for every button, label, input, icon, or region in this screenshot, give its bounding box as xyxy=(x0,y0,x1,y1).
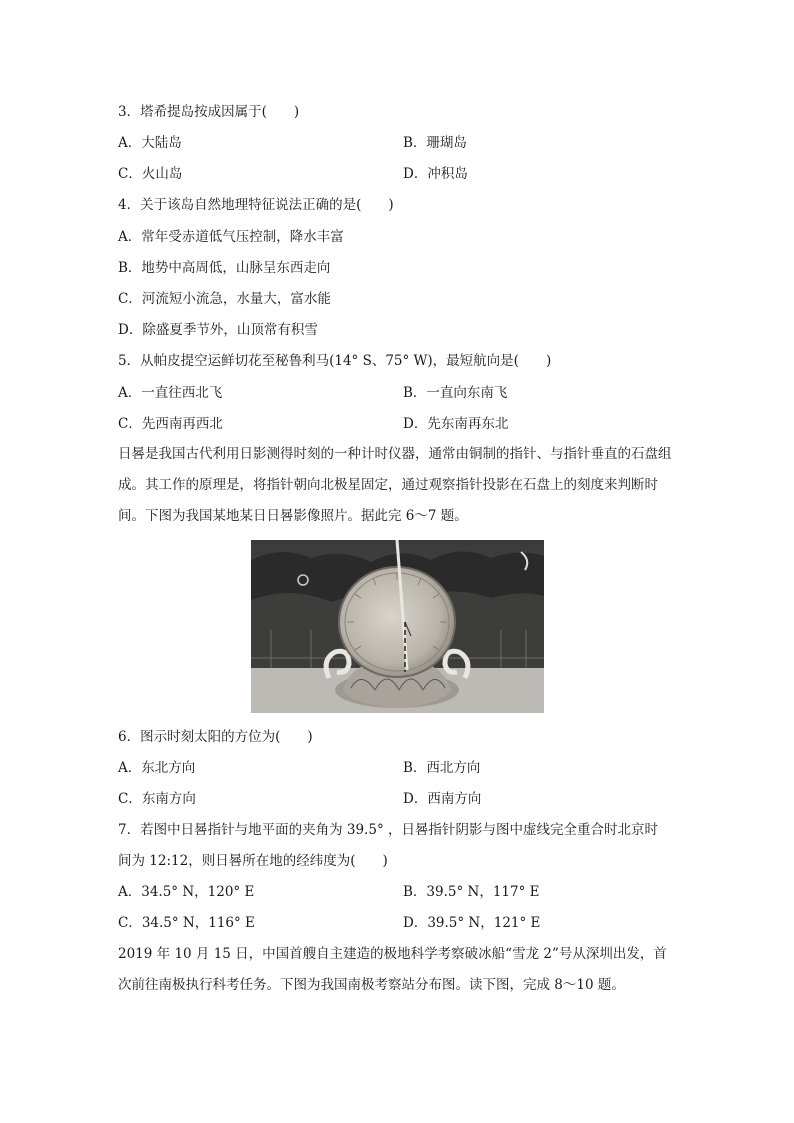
q5-option-a: A．一直往西北飞 xyxy=(118,385,223,401)
q7-option-b: B．39.5° N，117° E xyxy=(403,884,540,900)
q4-option-a: A．常年受赤道低气压控制，降水丰富 xyxy=(118,229,344,245)
q6-option-c: C．东南方向 xyxy=(118,791,196,807)
q4-option-d: D．除盛夏季节外，山顶常有积雪 xyxy=(118,322,318,338)
q7-stem-line1: 7．若图中日晷指针与地平面的夹角为 39.5° ，日晷指针阴影与图中虚线完全重合时北京时 xyxy=(118,822,658,838)
q7-option-c: C．34.5° N，116° E xyxy=(118,915,255,931)
q3-option-d: D．冲积岛 xyxy=(403,166,468,182)
q6-stem: 6．图示时刻太阳的方位为( ) xyxy=(118,729,313,745)
q4-stem: 4．关于该岛自然地理特征说法正确的是( ) xyxy=(118,197,394,213)
q4-option-c: C．河流短小流急，水量大，富水能 xyxy=(118,291,331,307)
q7-option-a: A．34.5° N，120° E xyxy=(118,884,255,900)
q3-stem: 3．塔希提岛按成因属于( ) xyxy=(118,104,300,120)
q6-option-b: B．西北方向 xyxy=(403,760,481,776)
q7-option-d: D．39.5° N，121° E xyxy=(403,915,541,931)
q3-option-b: B．珊瑚岛 xyxy=(403,135,467,151)
sundial-intro-paragraph: 日晷是我国古代利用日影测得时刻的一种计时仪器，通常由铜制的指针、与指针垂直的石盘组成。其工作的原理是，将指针朝向北极星固定，通过观察指针投影在石盘上的刻度来判断时间。下图为我国某地某日日晷影像照片。据此完 6～7 题。 xyxy=(118,446,672,524)
q3-option-a: A．大陆岛 xyxy=(118,135,182,151)
antarctic-intro-paragraph: 2019 年 10 月 15 日，中国首艘自主建造的极地科学考察破冰船“雪龙 2”号从深圳出发，首次前往南极执行科考任务。下图为我国南极考察站分布图。读下图，完成 8～10 题。 xyxy=(118,946,667,993)
sundial-photo xyxy=(251,540,544,713)
q3-option-c: C．火山岛 xyxy=(118,166,183,182)
q5-stem: 5．从帕皮提空运鲜切花至秘鲁利马(14° S、75° W)，最短航向是( ) xyxy=(118,353,552,369)
q5-option-c: C．先西南再西北 xyxy=(118,416,223,432)
q5-option-b: B．一直向东南飞 xyxy=(403,385,508,401)
q5-option-d: D．先东南再东北 xyxy=(403,416,509,432)
q4-option-b: B．地势中高周低，山脉呈东西走向 xyxy=(118,260,331,276)
q6-option-a: A．东北方向 xyxy=(118,760,196,776)
q7-stem-line2: 间为 12:12，则日晷所在地的经纬度为( ) xyxy=(118,853,388,869)
q6-option-d: D．西南方向 xyxy=(403,791,482,807)
